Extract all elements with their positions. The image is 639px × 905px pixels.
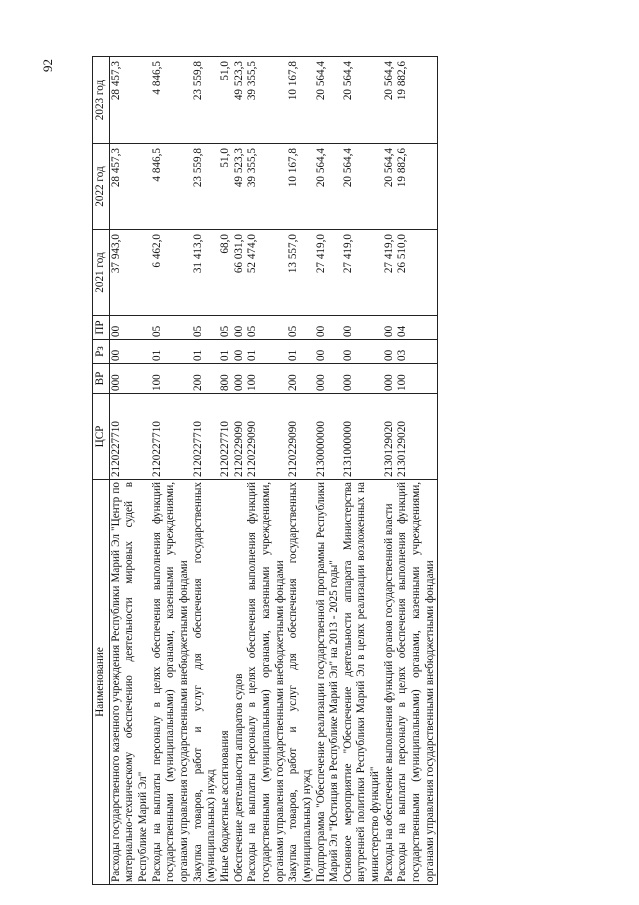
cell-pr: 04	[396, 316, 437, 340]
cell-2022: 20 564,4	[383, 144, 397, 230]
cell-2023: 20 564,4	[383, 57, 397, 144]
cell-2023: 4 846,5	[151, 57, 192, 144]
cell-2023: 10 167,8	[287, 57, 314, 144]
cell-pr: 00	[342, 316, 383, 340]
cell-2021: 27 419,0	[342, 230, 383, 316]
cell-pr: 00	[315, 316, 342, 340]
cell-rz: 01	[287, 340, 314, 364]
cell-vr: 200	[287, 364, 314, 394]
table-header-row	[93, 57, 110, 885]
cell-rz: 01	[192, 340, 219, 364]
cell-2021: 31 413,0	[192, 230, 219, 316]
page-number: 92	[40, 59, 55, 72]
cell-pr: 00	[109, 316, 150, 340]
cell-csr: 2120227710	[151, 394, 192, 480]
cell-2022: 20 564,4	[315, 144, 342, 230]
table-row	[342, 57, 383, 885]
cell-csr: 2120229090	[287, 394, 314, 480]
cell-csr: 2120227710	[109, 394, 150, 480]
header-vr: ВР	[93, 364, 110, 394]
cell-csr: 2120229090	[246, 394, 287, 480]
header-name: Наименование	[93, 480, 110, 885]
table-row	[233, 57, 247, 885]
cell-2022: 10 167,8	[287, 144, 314, 230]
cell-pr: 05	[287, 316, 314, 340]
cell-vr: 100	[246, 364, 287, 394]
cell-pr: 05	[151, 316, 192, 340]
cell-rz: 00	[315, 340, 342, 364]
table-row	[192, 57, 219, 885]
cell-csr: 2120227710	[219, 394, 233, 480]
cell-2022: 19 882,6	[396, 144, 437, 230]
cell-pr: 05	[246, 316, 287, 340]
header-pr: ПР	[93, 316, 110, 340]
cell-name: Закупка товаров, работ и услуг для обеспечения государственных (муниципальных) нужд	[192, 480, 219, 885]
header-2023: 2023 год	[93, 57, 110, 144]
cell-pr: 00	[383, 316, 397, 340]
cell-2021: 52 474,0	[246, 230, 287, 316]
cell-csr: 2130129020	[383, 394, 397, 480]
table-row	[383, 57, 397, 885]
table-row	[151, 57, 192, 885]
cell-name: Расходы на выплаты персоналу в целях обеспечения выполнения функций государственными (муниципальными) органами, казенными учреждениями, органами управления государственными внебюджетными фондами	[246, 480, 287, 885]
cell-2023: 20 564,4	[342, 57, 383, 144]
cell-2021: 6 462,0	[151, 230, 192, 316]
cell-2021: 68,0	[219, 230, 233, 316]
cell-2022: 23 559,8	[192, 144, 219, 230]
cell-name: Подпрограмма "Обеспечение реализации государственной программы Республики Марий Эл "Юстиция в Республике Марий Эл" на 2013 - 2025 годы"	[315, 480, 342, 885]
cell-pr: 05	[219, 316, 233, 340]
cell-2021: 66 031,0	[233, 230, 247, 316]
rotated-page-content	[92, 57, 554, 885]
cell-vr: 800	[219, 364, 233, 394]
cell-name: Обеспечение деятельности аппаратов судов	[233, 480, 247, 885]
header-rz: Рз	[93, 340, 110, 364]
cell-csr: 2131000000	[342, 394, 383, 480]
table-row	[246, 57, 287, 885]
cell-2022: 28 457,3	[109, 144, 150, 230]
cell-rz: 01	[219, 340, 233, 364]
cell-2021: 13 557,0	[287, 230, 314, 316]
table-row	[287, 57, 314, 885]
cell-pr: 00	[233, 316, 247, 340]
cell-vr: 100	[151, 364, 192, 394]
cell-vr: 000	[233, 364, 247, 394]
cell-name: Расходы на выплаты персоналу в целях обеспечения выполнения функций государственными (муниципальными) органами, казенными учреждениями, органами управления государственными внебюджетными фондами	[396, 480, 437, 885]
cell-name: Расходы на обеспечение выполнения функций органов государственной власти	[383, 480, 397, 885]
cell-2021: 27 419,0	[315, 230, 342, 316]
cell-name: Закупка товаров, работ и услуг для обеспечения государственных (муниципальных) нужд	[287, 480, 314, 885]
cell-2023: 23 559,8	[192, 57, 219, 144]
cell-csr: 2130129020	[396, 394, 437, 480]
cell-rz: 01	[246, 340, 287, 364]
cell-vr: 200	[192, 364, 219, 394]
cell-2022: 49 523,3	[233, 144, 247, 230]
cell-name: Расходы на выплаты персоналу в целях обеспечения выполнения функций государственными (муниципальными) органами, казенными учреждениями, органами управления государственными внебюджетными фондами	[151, 480, 192, 885]
cell-rz: 03	[396, 340, 437, 364]
cell-name: Основное мероприятие "Обеспечение деятельности аппарата Министерства внутренней политики Республики Марий Эл в целях реализации возложенных на министерство функций"	[342, 480, 383, 885]
cell-2022: 39 355,5	[246, 144, 287, 230]
cell-rz: 00	[383, 340, 397, 364]
cell-2023: 49 523,3	[233, 57, 247, 144]
cell-rz: 00	[342, 340, 383, 364]
header-2022: 2022 год	[93, 144, 110, 230]
table-row	[109, 57, 150, 885]
cell-name: Иные бюджетные ассигнования	[219, 480, 233, 885]
cell-csr: 2130000000	[315, 394, 342, 480]
cell-vr: 100	[396, 364, 437, 394]
cell-vr: 000	[315, 364, 342, 394]
cell-rz: 01	[151, 340, 192, 364]
cell-2021: 27 419,0	[383, 230, 397, 316]
cell-2022: 4 846,5	[151, 144, 192, 230]
cell-2023: 39 355,5	[246, 57, 287, 144]
cell-vr: 000	[342, 364, 383, 394]
cell-2023: 51,0	[219, 57, 233, 144]
cell-2023: 19 882,6	[396, 57, 437, 144]
cell-2022: 51,0	[219, 144, 233, 230]
cell-2021: 37 943,0	[109, 230, 150, 316]
cell-csr: 2120227710	[192, 394, 219, 480]
cell-name: Расходы государственного казенного учреждения Республики Марий Эл "Центр по материально-техническому обеспечению деятельности мировых судей в Республике Марий Эл"	[109, 480, 150, 885]
cell-rz: 00	[233, 340, 247, 364]
cell-vr: 000	[383, 364, 397, 394]
cell-2023: 20 564,4	[315, 57, 342, 144]
table-row	[219, 57, 233, 885]
header-2021: 2021 год	[93, 230, 110, 316]
table-row	[396, 57, 437, 885]
cell-vr: 000	[109, 364, 150, 394]
budget-table	[92, 56, 438, 885]
cell-2022: 20 564,4	[342, 144, 383, 230]
header-csr: ЦСР	[93, 394, 110, 480]
cell-csr: 2120229090	[233, 394, 247, 480]
cell-pr: 05	[192, 316, 219, 340]
cell-2023: 28 457,3	[109, 57, 150, 144]
cell-rz: 00	[109, 340, 150, 364]
table-row	[315, 57, 342, 885]
cell-2021: 26 510,0	[396, 230, 437, 316]
